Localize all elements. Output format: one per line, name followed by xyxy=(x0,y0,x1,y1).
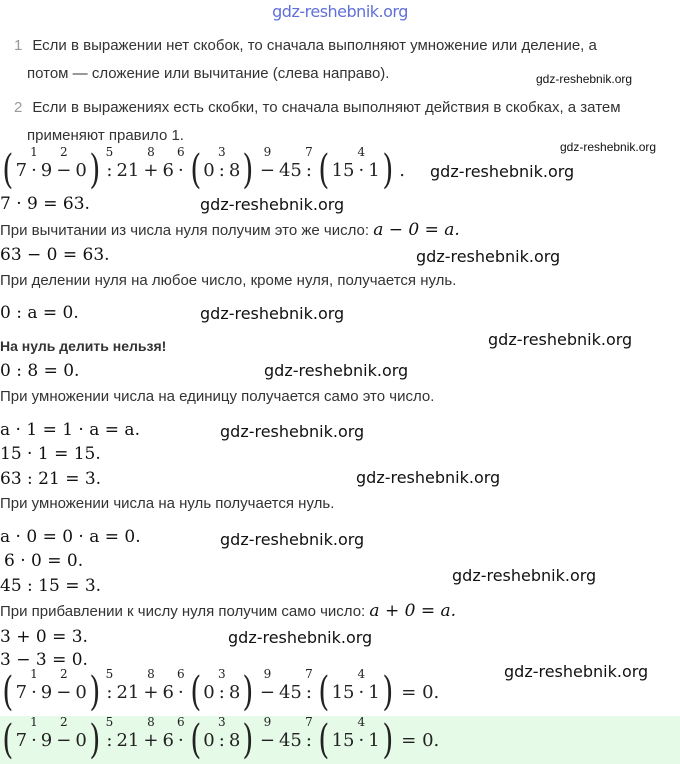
math-term: 9 xyxy=(40,729,53,751)
math-term: 0 xyxy=(203,159,215,181)
operation-order-number: 8 xyxy=(147,714,155,729)
rule-2 xyxy=(14,99,621,116)
operator xyxy=(217,144,226,181)
operation-order-number: 6 xyxy=(176,666,185,681)
math-term: 1 xyxy=(368,681,380,703)
operator xyxy=(143,666,159,703)
top-watermark: gdz-reshebnik.org xyxy=(272,2,408,21)
operator xyxy=(30,714,38,751)
operator xyxy=(105,714,114,751)
watermark: gdz-reshebnik.org xyxy=(504,662,649,681)
math-term: 6 xyxy=(162,729,174,751)
operator xyxy=(305,144,313,181)
step: 15 · 1 = 15. xyxy=(0,444,101,464)
math-term: 0 xyxy=(203,729,215,751)
operator xyxy=(105,144,114,181)
operator xyxy=(305,666,313,703)
math-term: 15 xyxy=(331,159,355,181)
math-term: : xyxy=(106,729,113,751)
math-term: · xyxy=(358,681,365,703)
rule-number: 2 xyxy=(14,99,23,116)
math-term: 0 xyxy=(75,681,87,703)
operator xyxy=(357,714,366,751)
math-term: 15 xyxy=(331,681,355,703)
math-term: 1 xyxy=(368,159,380,181)
operator xyxy=(259,666,275,703)
operator xyxy=(56,144,72,181)
math-term: + xyxy=(143,729,159,751)
parenthesis: ( xyxy=(318,717,330,763)
operation-order-number: 1 xyxy=(30,666,38,681)
math-term: 6 xyxy=(162,681,174,703)
watermark: gdz-reshebnik.org xyxy=(356,468,501,487)
operator xyxy=(176,144,185,181)
math-term: − xyxy=(56,159,72,181)
operator xyxy=(357,666,366,703)
math-term: 0 xyxy=(75,159,87,181)
watermark: gdz-reshebnik.org xyxy=(452,566,597,585)
step: 45 : 15 = 3. xyxy=(0,576,102,596)
operator xyxy=(30,144,38,181)
math-term: 21 xyxy=(116,681,140,703)
rule-note: При прибавлении к числу нуля получим само число: a + 0 = a. xyxy=(0,601,456,621)
operator xyxy=(56,666,72,703)
math-term: : xyxy=(106,681,113,703)
operation-order-number: 6 xyxy=(176,714,185,729)
operator xyxy=(259,714,275,751)
step: a · 1 = 1 · a = a. xyxy=(0,420,140,440)
operation-order-number: 7 xyxy=(305,144,313,159)
operation-order-number: 3 xyxy=(217,666,226,681)
parenthesis: ( xyxy=(318,669,330,715)
operator xyxy=(305,714,313,751)
math-term: 7 xyxy=(15,159,28,181)
operation-order-number: 8 xyxy=(147,666,155,681)
operation-order-number: 2 xyxy=(59,714,68,729)
rule-2-cont: применяют правило 1. xyxy=(27,127,184,144)
math-term: 7 xyxy=(15,681,28,703)
watermark: gdz-reshebnik.org xyxy=(264,361,409,380)
operation-order-number: 4 xyxy=(357,144,366,159)
math-term: · xyxy=(31,159,37,181)
operator xyxy=(176,666,185,703)
math-term: · xyxy=(31,729,37,751)
operator xyxy=(176,714,185,751)
parenthesis: ) xyxy=(89,669,101,715)
parenthesis: ( xyxy=(318,147,330,193)
math-term: · xyxy=(177,729,184,751)
math-term: : xyxy=(305,159,312,181)
math-term: + xyxy=(143,681,159,703)
operation-order-number: 7 xyxy=(305,666,313,681)
math-term: = 0. xyxy=(401,729,440,751)
parenthesis: ( xyxy=(2,717,14,763)
math-term: − xyxy=(56,729,72,751)
math-term: 9 xyxy=(40,159,53,181)
operator xyxy=(143,714,159,751)
math-term: 8 xyxy=(228,159,241,181)
math-term: − xyxy=(259,729,275,751)
operator xyxy=(30,666,38,703)
parenthesis: ( xyxy=(190,147,201,193)
parenthesis: ) xyxy=(89,717,101,763)
step: 3 − 3 = 0. xyxy=(0,650,88,670)
step: 63 − 0 = 63. xyxy=(0,245,110,265)
step: 0 : a = 0. xyxy=(0,303,79,323)
watermark: gdz-reshebnik.org xyxy=(488,330,633,349)
math-term: 21 xyxy=(116,729,140,751)
operation-order-number: 6 xyxy=(176,144,185,159)
expression-answer xyxy=(0,714,440,763)
operation-order-number: 9 xyxy=(263,714,272,729)
watermark: gdz-reshebnik.org xyxy=(430,162,575,181)
parenthesis: ) xyxy=(242,669,254,715)
math-term: 0 xyxy=(203,681,215,703)
operation-order-number: 8 xyxy=(147,144,155,159)
math-term: · xyxy=(358,159,365,181)
rule-1-cont: потом — сложение или вычитание (слева направо). xyxy=(27,65,390,82)
operator xyxy=(143,144,159,181)
math-term: − xyxy=(259,159,275,181)
operator xyxy=(217,666,226,703)
math-term: − xyxy=(56,681,72,703)
operator xyxy=(217,714,226,751)
operation-order-number: 5 xyxy=(105,666,114,681)
parenthesis: ( xyxy=(190,669,201,715)
parenthesis: ) xyxy=(381,147,393,193)
math-term: 8 xyxy=(228,729,241,751)
step: 7 · 9 = 63. xyxy=(0,194,90,214)
operation-order-number: 3 xyxy=(217,144,226,159)
math-term: 45 xyxy=(278,681,302,703)
operation-order-number: 1 xyxy=(30,144,38,159)
math-term: : xyxy=(218,729,225,751)
watermark: gdz-reshebnik.org xyxy=(200,304,345,323)
rule-note: При умножении числа на единицу получается само это число. xyxy=(0,388,435,405)
rule-note: При вычитании из числа нуля получим это же число: a − 0 = a. xyxy=(0,220,460,240)
rule-number: 1 xyxy=(14,37,23,54)
watermark: gdz-reshebnik.org xyxy=(536,72,633,86)
math-term: 45 xyxy=(278,729,302,751)
step: 0 : 8 = 0. xyxy=(0,361,80,381)
rule-note: При делении нуля на любое число, кроме нуля, получается нуль. xyxy=(0,272,457,289)
parenthesis: ) xyxy=(381,717,393,763)
operation-order-number: 5 xyxy=(105,144,114,159)
math-term: : xyxy=(218,159,225,181)
math-term: : xyxy=(106,159,113,181)
math-term: 0 xyxy=(75,729,87,751)
expression-task xyxy=(0,144,405,193)
operation-order-number: 9 xyxy=(263,144,272,159)
math-term: · xyxy=(31,681,37,703)
math-term: 6 xyxy=(162,159,174,181)
watermark: gdz-reshebnik.org xyxy=(220,422,365,441)
parenthesis: ) xyxy=(381,669,393,715)
rule-1 xyxy=(14,37,597,54)
math-term: − xyxy=(259,681,275,703)
step: a · 0 = 0 · a = 0. xyxy=(0,527,141,547)
math-term: · xyxy=(177,159,184,181)
math-term: : xyxy=(305,681,312,703)
math-term: : xyxy=(218,681,225,703)
operation-order-number: 4 xyxy=(357,714,366,729)
watermark: gdz-reshebnik.org xyxy=(560,140,657,154)
rule-text: Если в выражении нет скобок, то сначала выполняют умножение или деление, а xyxy=(32,37,597,54)
step: 3 + 0 = 3. xyxy=(0,627,88,647)
math-term: : xyxy=(305,729,312,751)
parenthesis: ) xyxy=(242,717,254,763)
expression-result xyxy=(0,666,440,715)
operation-order-number: 5 xyxy=(105,714,114,729)
operation-order-number: 1 xyxy=(30,714,38,729)
operation-order-number: 9 xyxy=(263,666,272,681)
parenthesis: ( xyxy=(2,669,14,715)
math-term: = 0. xyxy=(401,681,440,703)
math-term: 1 xyxy=(368,729,380,751)
math-term: 9 xyxy=(40,681,53,703)
math-term: + xyxy=(143,159,159,181)
rule-text: Если в выражениях есть скобки, то сначала выполняют действия в скобках, а затем xyxy=(32,99,621,116)
math-term: 15 xyxy=(331,729,355,751)
watermark: gdz-reshebnik.org xyxy=(416,247,561,266)
parenthesis: ( xyxy=(190,717,201,763)
operation-order-number: 7 xyxy=(305,714,313,729)
operation-order-number: 3 xyxy=(217,714,226,729)
math-term: 8 xyxy=(228,681,241,703)
parenthesis: ) xyxy=(242,147,254,193)
operator xyxy=(105,666,114,703)
watermark: gdz-reshebnik.org xyxy=(228,628,373,647)
step: 63 : 21 = 3. xyxy=(0,469,102,489)
rule-note: При умножении числа на нуль получается нуль. xyxy=(0,495,335,512)
operator xyxy=(56,714,72,751)
watermark: gdz-reshebnik.org xyxy=(200,195,345,214)
operator xyxy=(259,144,275,181)
watermark: gdz-reshebnik.org xyxy=(220,530,365,549)
math-term: 7 xyxy=(15,729,28,751)
operation-order-number: 4 xyxy=(357,666,366,681)
operation-order-number: 2 xyxy=(59,144,68,159)
parenthesis: ) xyxy=(89,147,101,193)
step: 6 · 0 = 0. xyxy=(4,551,84,571)
math-term: · xyxy=(177,681,184,703)
operator xyxy=(357,144,366,181)
math-term: . xyxy=(399,159,405,181)
math-term: 45 xyxy=(278,159,302,181)
math-term: · xyxy=(358,729,365,751)
parenthesis: ( xyxy=(2,147,14,193)
operation-order-number: 2 xyxy=(59,666,68,681)
warning: На нуль делить нельзя! xyxy=(0,338,167,354)
math-term: 21 xyxy=(116,159,140,181)
